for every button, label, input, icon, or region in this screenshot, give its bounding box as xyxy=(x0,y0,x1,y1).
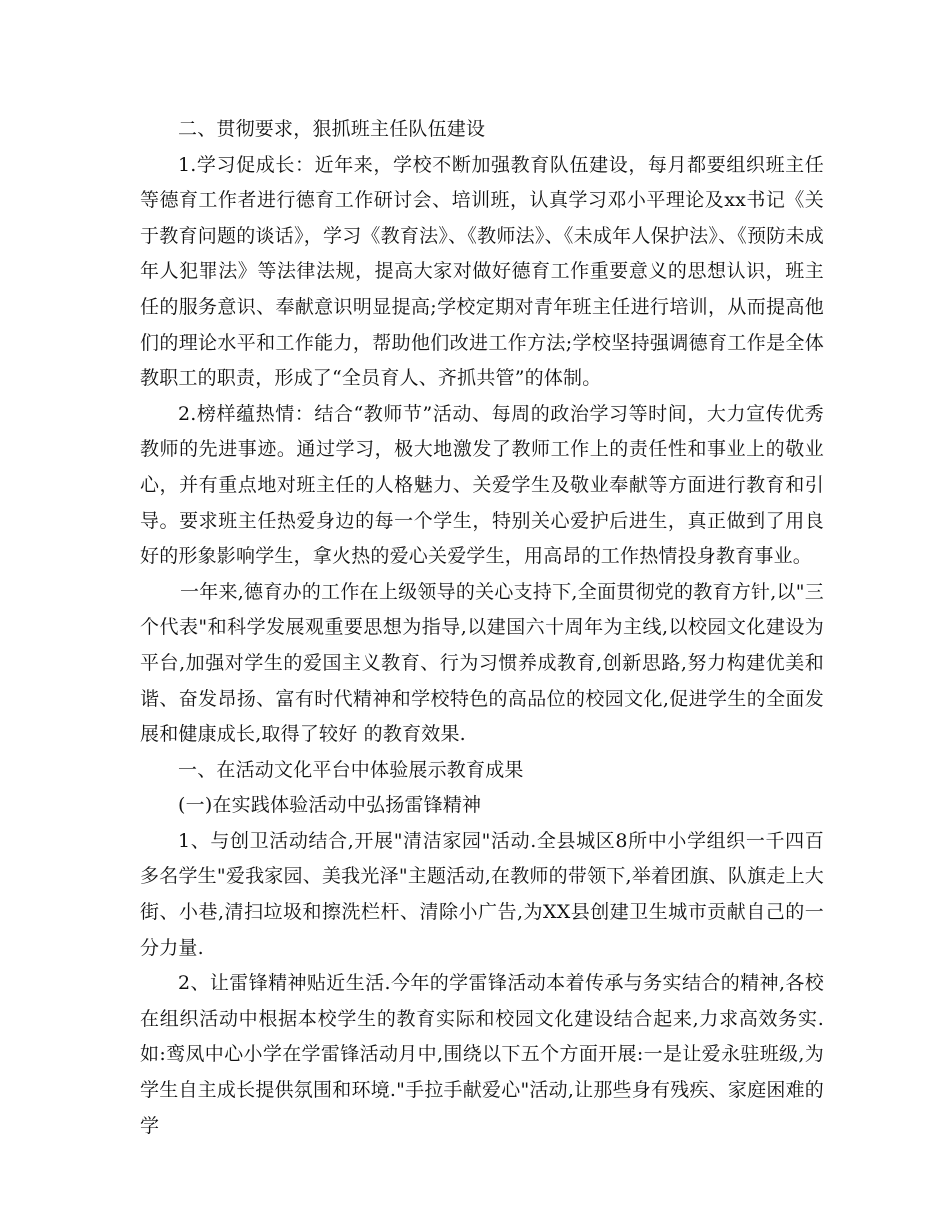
document-body xyxy=(140,112,824,1144)
paragraph-year-summary: 一年来,德育办的工作在上级领导的关心支持下,全面贯彻党的教育方针,以"三个代表"和科学发展观重要思想为指导,以建国六十周年为主线,以校园文化建设为平台,加强对学生的爱国主义教育、行为习惯养成教育,创新思路,努力构建优美和谐、奋发昂扬、富有时代精神和学校特色的高品位的校园文化,促进学生的全面发展和健康成长,取得了较好 的教育效果. xyxy=(140,580,824,746)
paragraph-role-model: 2.榜样蕴热情：结合“教师节”活动、每周的政治学习等时间，大力宣传优秀教师的先进事迹。通过学习，极大地激发了教师工作上的责任性和事业上的敬业心，并有重点地对班主任的人格魅力、关爱学生及敬业奉献等方面进行教育和引导。要求班主任热爱身边的每一个学生，特别关心爱护后进生，真正做到了用良好的形象影响学生，拿火热的爱心关爱学生，用高昂的工作热情投身教育事业。 xyxy=(140,402,824,568)
subsection-heading-1: (一)在实践体验活动中弘扬雷锋精神 xyxy=(178,794,482,817)
section-heading-1: 一、在活动文化平台中体验展示教育成果 xyxy=(178,758,524,781)
paragraph-study-growth: 1.学习促成长：近年来，学校不断加强教育队伍建设，每月都要组织班主任等德育工作者进行德育工作研讨会、培训班，认真学习邓小平理论及xx书记《关于教育问题的谈话》，学习《教育法》、《教师法》、《未成年人保护法》、《预防未成年人犯罪法》等法律法规，提高大家对做好德育工作重要意义的思想认识，班主任的服务意识、奉献意识明显提高;学校定期对青年班主任进行培训，从而提高他们的理论水平和工作能力，帮助他们改进工作方法;学校坚持强调德育工作是全体教职工的职责，形成了“全员育人、齐抓共管”的体制。 xyxy=(140,153,824,390)
section-heading-2: 二、贯彻要求，狠抓班主任队伍建设 xyxy=(178,118,486,140)
paragraph-leifeng-spirit: 2、让雷锋精神贴近生活.今年的学雷锋活动本着传承与务实结合的精神,各校在组织活动中根据本校学生的教育实际和校园文化建设结合起来,力求高效务实.如:鸾凤中心小学在学雷锋活动月中,围绕以下五个方面开展:一是让爱永驻班级,为学生自主成长提供氛围和环境."手拉手献爱心"活动,让那些身有残疾、家庭困难的学 xyxy=(140,972,824,1137)
paragraph-clean-home: 1、与创卫活动结合,开展"清洁家园"活动.全县城区8所中小学组织一千四百多名学生"爱我家园、美我光泽"主题活动,在教师的带领下,举着团旗、队旗走上大街、小巷,清扫垃圾和擦洗栏杆、清除小广告,为XX县创建卫生城市贡献自己的一分力量. xyxy=(140,829,824,959)
